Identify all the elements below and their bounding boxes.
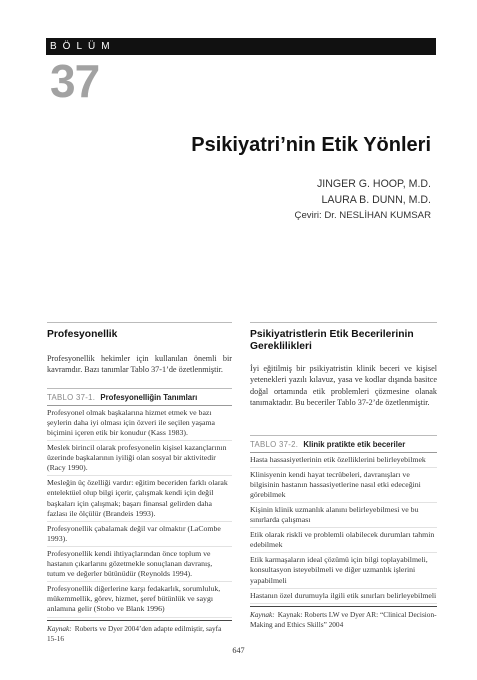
source-text: Roberts ve Dyer 2004’den adapte edilmiştir, sayfa 15-16 — [47, 623, 222, 643]
table-header — [250, 435, 437, 453]
table-row: Mesleğin üç özelliği vardır: eğitim beceriden farklı olarak entelektüel olup bilgi içerir, çalışmak kendi için değil başkaları için çalışmak; başarı finansal gelirden daha fazlası ile ölçülür (Brandeis 1993). — [47, 476, 232, 521]
translator: Çeviri: Dr. NESLİHAN KUMSAR — [294, 210, 431, 221]
author-2: LAURA B. DUNN, M.D. — [321, 194, 431, 206]
author-block — [295, 176, 431, 224]
page-number: 647 — [232, 646, 245, 655]
table-row: Profesyonellik diğerlerine karşı fedakarlık, sorumluluk, mükemmellik, görev, hizmet, şeref bütünlük ve saygı anlamına gelir (Stobo ve Blank 1996) — [47, 582, 232, 617]
table-row: Hastanın özel durumuyla ilgili etik sınırları belirleyebilmeli — [250, 589, 437, 604]
table-source — [47, 620, 232, 644]
table-row: Klinisyenin kendi hayat tecrübeleri, davranışları ve bilgisinin hastanın hassasiyetlerine nasıl etki edeceğini görebilmek — [250, 468, 437, 503]
section-paragraph: Profesyonellik hekimler için kullanılan önemli bir kavramdır. Bazı tanımlar Tablo 37-1’de özetlenmiştir. — [47, 354, 232, 375]
chapter-number: 37 — [50, 55, 100, 107]
table-source — [250, 606, 437, 630]
table-row: Etik olarak riskli ve problemli olabilecek durumları tahmin edebilmek — [250, 528, 437, 553]
table-title: Klinik pratikte etik beceriler — [303, 439, 406, 449]
page-title: Psikiyatri’nin Etik Yönleri — [191, 134, 431, 156]
left-column — [47, 322, 232, 644]
section-paragraph: İyi eğitilmiş bir psikiyatristin klinik beceri ve kişisel yetenekleri yazılı kılavuz, yasa ve kodlar dışında basitce doğal ortamında etik problemleri çözmesine olanak tanımaktadır. Bu beceriler Tablo 37-2’de özetlenmiştir. — [250, 364, 437, 408]
source-label: Kaynak: — [47, 623, 72, 633]
table-row: Hasta hassasiyetlerinin etik özelliklerini belirleyebilmek — [250, 453, 437, 468]
section-heading: Psikiyatristlerin Etik Becerilerinin Gereklilikleri — [250, 329, 414, 352]
table-row: Etik karmaşaların ideal çözümü için bilgi toplayabilmeli, konsultasyon isteyebilmeli ve diğer uzmanlık işlerini yapabilmeli — [250, 553, 437, 588]
table-number: TABLO 37-2. — [250, 439, 299, 449]
author-1: JINGER G. HOOP, M.D. — [317, 178, 431, 190]
source-text: Kaynak: Roberts LW ve Dyer AR: “Clinical Decision-Making and Ethics Skills” 2004 — [250, 609, 437, 629]
column-rule — [250, 322, 437, 323]
section-heading: Profesyonellik — [47, 329, 118, 340]
table-row: Profesyonellik kendi ihtiyaçlarından önce toplum ve hastanın çıkarlarını gözetmekle sonuçlanan davranış, tutum ve değerler bütünüdür (Reynolds 1994). — [47, 547, 232, 582]
chapter-label: BÖLÜM — [50, 41, 116, 52]
table-title: Profesyonelliğin Tanımları — [100, 392, 198, 402]
table-row: Profesyonellik çabalamak değil var olmaktır (LaCombe 1993). — [47, 522, 232, 547]
table-row: Kişinin klinik uzmanlık alanını belirleyebilmesi ve bu sınırlarda çalışması — [250, 503, 437, 528]
table-header — [47, 388, 232, 406]
source-label: Kaynak: — [250, 609, 275, 619]
table-number: TABLO 37-1. — [47, 392, 96, 402]
table-row: Profesyonel olmak başkalarına hizmet etmek ve bazı şeylerin daha iyi olması için özveri ile seçilen yaşama biçimini içeren etik bir konudur (Kass 1983). — [47, 406, 232, 441]
table-row: Meslek birincil olarak profesyonelin kişisel kazançlarının üzerinde başkalarının iyiliği olan sosyal bir aktivitedir (Racy 1990). — [47, 441, 232, 476]
right-column — [250, 322, 437, 630]
column-rule — [47, 322, 232, 323]
